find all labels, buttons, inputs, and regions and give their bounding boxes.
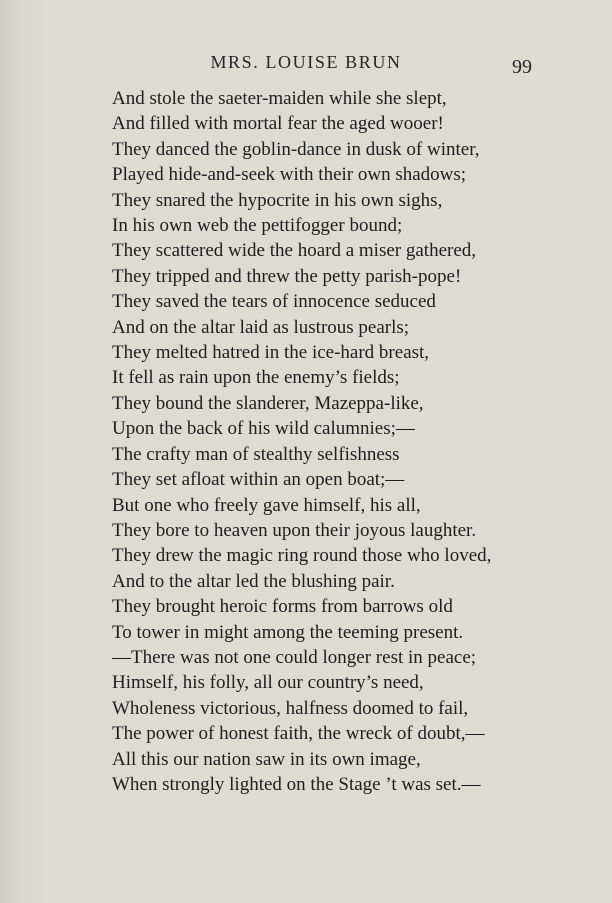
poem-line: Played hide-and-seek with their own shadows; [112,164,467,186]
poem-line: They tripped and threw the petty parish-pope! [112,265,462,287]
poem-line: They bound the slanderer, Mazeppa-like, [112,392,424,414]
poem-line: Upon the back of his wild calumnies;— [112,418,415,440]
poem-line: Wholeness victorious, halfness doomed to fail, [112,697,469,719]
poem-line: It fell as rain upon the enemy’s fields; [112,367,400,389]
poem-line: And on the altar laid as lustrous pearls; [112,316,410,338]
running-title: MRS. LOUISE BRUN [210,52,402,72]
poem-line: The crafty man of stealthy selfishness [112,443,400,465]
poem-line: And filled with mortal fear the aged wooer! [112,113,444,135]
poem-line: In his own web the pettifogger bound; [112,215,403,237]
poem-text [112,86,572,797]
poem-line: They brought heroic forms from barrows old [112,596,453,618]
poem-line: They drew the magic ring round those who loved, [112,545,492,567]
poem-line: And stole the saeter-maiden while she slept, [112,88,447,109]
poem-line: They saved the tears of innocence seduced [112,291,436,313]
poem-line: And to the altar led the blushing pair. [112,570,395,592]
poem-line: They snared the hypocrite in his own sighs, [112,189,443,211]
poem-line: But one who freely gave himself, his all, [112,494,421,516]
poem-line: To tower in might among the teeming present. [112,621,464,643]
page-number: 99 [512,56,532,78]
poem-line: They bore to heaven upon their joyous laughter. [112,519,477,541]
poem-line: The power of honest faith, the wreck of doubt,— [112,723,485,745]
running-head [0,52,612,78]
poem-line: They scattered wide the hoard a miser gathered, [112,240,477,262]
poem-line: They set afloat within an open boat;— [112,469,405,491]
poem-line: They danced the goblin-dance in dusk of winter, [112,138,480,160]
poem-line: Himself, his folly, all our country’s need, [112,672,424,694]
poem-line: When strongly lighted on the Stage ’t was set.— [112,773,481,795]
poem-line: —There was not one could longer rest in peace; [112,646,477,668]
poem-line: They melted hatred in the ice-hard breast, [112,342,430,364]
poem-line: All this our nation saw in its own image, [112,748,421,770]
